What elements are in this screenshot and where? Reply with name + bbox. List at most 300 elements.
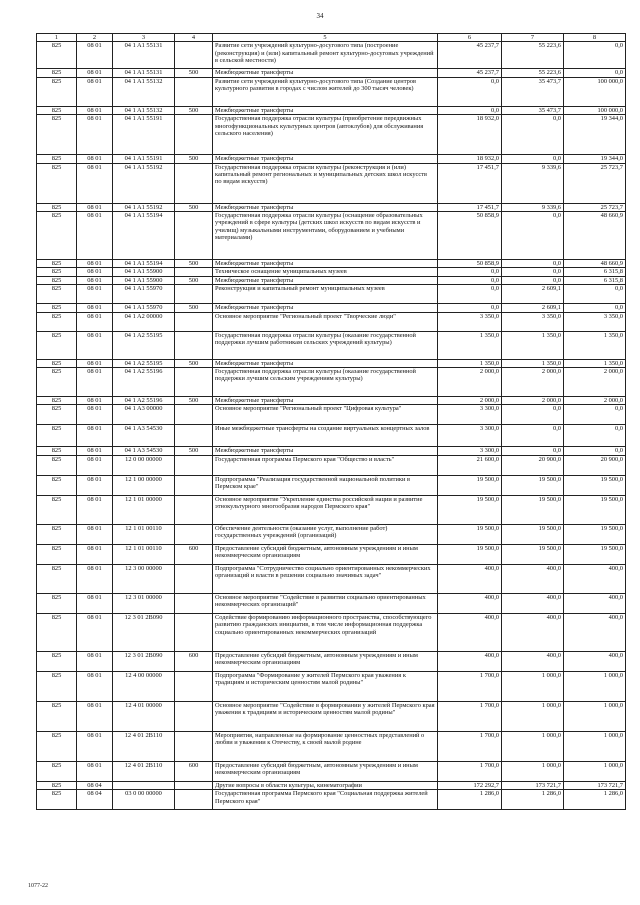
amount-2022-cell: 3 300,0 [438,447,502,455]
amount-2024-cell: 1 000,0 [564,671,626,701]
section-code-cell: 08 01 [77,405,113,425]
expense-type-cell: 500 [175,106,213,114]
amount-2023-cell: 0,0 [502,155,564,163]
ministry-code-cell: 825 [37,495,77,524]
page-number: 34 [316,12,324,20]
section-code-cell: 08 04 [77,781,113,789]
section-code-cell: 08 01 [77,285,113,304]
amount-2024-cell: 25 723,7 [564,163,626,203]
description-cell: Межбюджетные трансферты [213,276,438,284]
description-cell: Государственная программа Пермского края "Общество и власть" [213,455,438,475]
section-code-cell: 08 01 [77,475,113,495]
amount-2022-cell: 17 451,7 [438,203,502,211]
section-code-cell: 08 01 [77,268,113,276]
amount-2023-cell: 35 473,7 [502,77,564,106]
section-code-cell: 08 01 [77,701,113,731]
ministry-code-cell: 825 [37,731,77,761]
ministry-code-cell: 825 [37,106,77,114]
amount-2022-cell: 400,0 [438,593,502,613]
table-row [37,671,626,701]
amount-2024-cell: 6 315,8 [564,276,626,284]
target-article-cell: 04 1 A2 55196 [113,368,175,397]
amount-2023-cell: 19 500,0 [502,524,564,544]
expense-type-cell: 500 [175,447,213,455]
amount-2023-cell: 0,0 [502,276,564,284]
section-code-cell: 08 01 [77,155,113,163]
amount-2022-cell: 3 300,0 [438,425,502,447]
amount-2022-cell: 0,0 [438,106,502,114]
section-code-cell: 08 01 [77,260,113,268]
amount-2022-cell: 0,0 [438,276,502,284]
ministry-code-cell: 825 [37,260,77,268]
table-row [37,203,626,211]
expense-type-cell: 500 [175,397,213,405]
ministry-code-cell: 825 [37,368,77,397]
expense-type-cell [175,425,213,447]
section-code-cell: 08 01 [77,495,113,524]
expense-type-cell [175,781,213,789]
header-cell: 1 [37,34,77,42]
ministry-code-cell: 825 [37,761,77,781]
amount-2023-cell: 3 350,0 [502,312,564,331]
amount-2022-cell: 0,0 [438,304,502,312]
ministry-code-cell: 825 [37,203,77,211]
ministry-code-cell: 825 [37,475,77,495]
description-cell: Межбюджетные трансферты [213,69,438,77]
ministry-code-cell: 825 [37,312,77,331]
amount-2022-cell: 1 286,0 [438,790,502,810]
target-article-cell: 12 4 00 00000 [113,671,175,701]
ministry-code-cell: 825 [37,276,77,284]
description-cell: Развитие сети учреждений культурно-досугового типа (построение (реконструкция) и (или) капитальный ремонт культурно-досуговых учреждений в сельской местности) [213,42,438,69]
description-cell: Обеспечение деятельности (оказание услуг, выполнение работ) государственных учреждений (организаций) [213,524,438,544]
table-row [37,405,626,425]
amount-2022-cell: 18 932,0 [438,155,502,163]
section-code-cell: 08 04 [77,790,113,810]
expense-type-cell: 500 [175,69,213,77]
amount-2023-cell: 1 350,0 [502,359,564,367]
amount-2023-cell: 400,0 [502,593,564,613]
amount-2023-cell: 19 500,0 [502,475,564,495]
amount-2022-cell: 2 000,0 [438,368,502,397]
description-cell: Реконструкция и капитальный ремонт муниципальных музеев [213,285,438,304]
section-code-cell: 08 01 [77,731,113,761]
target-article-cell: 04 1 A1 55132 [113,106,175,114]
expense-type-cell [175,455,213,475]
description-cell: Основное мероприятие "Укрепление единства российской нации и развитие этнокультурного многообразия народов Пермского края" [213,495,438,524]
ministry-code-cell: 825 [37,651,77,671]
amount-2022-cell: 3 300,0 [438,405,502,425]
amount-2024-cell: 19 344,0 [564,155,626,163]
section-code-cell: 08 01 [77,331,113,359]
expense-type-cell [175,564,213,593]
amount-2023-cell: 0,0 [502,447,564,455]
section-code-cell: 08 01 [77,524,113,544]
amount-2023-cell: 9 339,6 [502,203,564,211]
expense-type-cell [175,212,213,260]
section-code-cell: 08 01 [77,544,113,564]
description-cell: Подпрограмма "Сотрудничество социально ориентированных некоммерческих организаций и власти в решении социально значимых задач" [213,564,438,593]
section-code-cell: 08 01 [77,276,113,284]
table-row [37,260,626,268]
amount-2024-cell: 3 350,0 [564,312,626,331]
amount-2023-cell: 2 609,1 [502,285,564,304]
amount-2024-cell: 0,0 [564,405,626,425]
target-article-cell: 04 1 A1 55900 [113,268,175,276]
amount-2024-cell: 20 900,0 [564,455,626,475]
table-row [37,731,626,761]
target-article-cell: 04 1 A1 55131 [113,69,175,77]
amount-2022-cell: 400,0 [438,564,502,593]
amount-2024-cell: 19 500,0 [564,524,626,544]
expense-type-cell [175,790,213,810]
amount-2023-cell: 400,0 [502,613,564,651]
amount-2024-cell: 400,0 [564,613,626,651]
description-cell: Подпрограмма "Формирование у жителей Пермского края уважения к традициям и историческим ценностям малой родины" [213,671,438,701]
expense-type-cell: 500 [175,260,213,268]
section-code-cell: 08 01 [77,447,113,455]
description-cell: Межбюджетные трансферты [213,304,438,312]
document-code: 1077-22 [28,883,48,889]
amount-2024-cell: 1 350,0 [564,331,626,359]
target-article-cell: 04 1 A1 55192 [113,163,175,203]
amount-2024-cell: 2 000,0 [564,368,626,397]
expense-type-cell: 600 [175,651,213,671]
target-article-cell: 04 1 A1 55970 [113,285,175,304]
description-cell: Подпрограмма "Реализация государственной национальной политики в Пермском крае" [213,475,438,495]
ministry-code-cell: 825 [37,69,77,77]
target-article-cell: 12 0 00 00000 [113,455,175,475]
header-cell: 8 [564,34,626,42]
expense-type-cell [175,77,213,106]
target-article-cell: 03 0 00 00000 [113,790,175,810]
description-cell: Содействие формированию информационного пространства, способствующего развитию гражданских инициатив, в том числе информационная поддержка социально ориентированных некоммерческих организаций [213,613,438,651]
amount-2024-cell: 6 315,8 [564,268,626,276]
ministry-code-cell: 825 [37,115,77,155]
amount-2022-cell: 45 237,7 [438,69,502,77]
table-row [37,285,626,304]
section-code-cell: 08 01 [77,77,113,106]
table-row [37,781,626,789]
section-code-cell: 08 01 [77,397,113,405]
table-row [37,495,626,524]
amount-2023-cell: 1 000,0 [502,731,564,761]
amount-2024-cell: 0,0 [564,69,626,77]
amount-2023-cell: 0,0 [502,212,564,260]
target-article-cell: 12 1 01 00110 [113,544,175,564]
section-code-cell: 08 01 [77,671,113,701]
section-code-cell: 08 01 [77,212,113,260]
ministry-code-cell: 825 [37,163,77,203]
amount-2023-cell: 400,0 [502,564,564,593]
expense-type-cell [175,405,213,425]
amount-2024-cell: 400,0 [564,593,626,613]
section-code-cell: 08 01 [77,106,113,114]
amount-2023-cell: 55 223,6 [502,42,564,69]
amount-2022-cell: 19 500,0 [438,524,502,544]
expense-type-cell: 600 [175,544,213,564]
section-code-cell: 08 01 [77,69,113,77]
section-code-cell: 08 01 [77,163,113,203]
description-cell: Основное мероприятие "Содействие в развитии социально ориентированных некоммерческих организаций" [213,593,438,613]
amount-2023-cell: 9 339,6 [502,163,564,203]
table-row [37,524,626,544]
amount-2024-cell: 0,0 [564,447,626,455]
expense-type-cell [175,495,213,524]
budget-table [36,33,626,810]
amount-2023-cell: 55 223,6 [502,69,564,77]
target-article-cell: 12 1 01 00000 [113,495,175,524]
description-cell: Государственная поддержка отрасли культуры (оказание государственной поддержки лучшим работникам сельских учреждений культуры) [213,331,438,359]
section-code-cell: 08 01 [77,304,113,312]
table-row [37,115,626,155]
amount-2022-cell: 1 350,0 [438,359,502,367]
target-article-cell: 04 1 A3 00000 [113,405,175,425]
target-article-cell: 04 1 A3 54530 [113,447,175,455]
amount-2024-cell: 1 000,0 [564,731,626,761]
amount-2023-cell: 2 000,0 [502,368,564,397]
section-code-cell: 08 01 [77,455,113,475]
expense-type-cell [175,312,213,331]
expense-type-cell [175,613,213,651]
amount-2022-cell: 50 858,9 [438,260,502,268]
amount-2022-cell: 45 237,7 [438,42,502,69]
table-row [37,312,626,331]
ministry-code-cell: 825 [37,455,77,475]
table-row [37,331,626,359]
description-cell: Межбюджетные трансферты [213,155,438,163]
target-article-cell [113,781,175,789]
section-code-cell: 08 01 [77,42,113,69]
amount-2024-cell: 1 350,0 [564,359,626,367]
amount-2022-cell: 1 700,0 [438,731,502,761]
amount-2022-cell: 172 292,7 [438,781,502,789]
header-cell: 3 [113,34,175,42]
expense-type-cell [175,285,213,304]
table-row [37,212,626,260]
amount-2023-cell: 0,0 [502,405,564,425]
header-cell: 2 [77,34,113,42]
table-row [37,475,626,495]
target-article-cell: 12 4 01 2B110 [113,761,175,781]
table-row [37,359,626,367]
ministry-code-cell: 825 [37,155,77,163]
amount-2023-cell: 19 500,0 [502,495,564,524]
amount-2023-cell: 2 000,0 [502,397,564,405]
description-cell: Межбюджетные трансферты [213,260,438,268]
expense-type-cell: 500 [175,155,213,163]
ministry-code-cell: 825 [37,564,77,593]
amount-2023-cell: 0,0 [502,268,564,276]
expense-type-cell [175,671,213,701]
target-article-cell: 04 1 A3 54530 [113,425,175,447]
table-row [37,447,626,455]
expense-type-cell [175,42,213,69]
table-row [37,304,626,312]
ministry-code-cell: 825 [37,447,77,455]
section-code-cell: 08 01 [77,564,113,593]
target-article-cell: 04 1 A2 55196 [113,397,175,405]
amount-2023-cell: 20 900,0 [502,455,564,475]
header-cell: 7 [502,34,564,42]
ministry-code-cell: 825 [37,544,77,564]
target-article-cell: 12 4 01 2B110 [113,731,175,761]
expense-type-cell [175,163,213,203]
ministry-code-cell: 825 [37,790,77,810]
expense-type-cell [175,475,213,495]
target-article-cell: 04 1 A1 55131 [113,42,175,69]
amount-2024-cell: 0,0 [564,285,626,304]
ministry-code-cell: 825 [37,285,77,304]
target-article-cell: 04 1 A2 00000 [113,312,175,331]
description-cell: Предоставление субсидий бюджетным, автономным учреждениям и иным некоммерческим организациям [213,544,438,564]
description-cell: Межбюджетные трансферты [213,203,438,211]
amount-2024-cell: 1 000,0 [564,701,626,731]
section-code-cell: 08 01 [77,761,113,781]
section-code-cell: 08 01 [77,312,113,331]
target-article-cell: 12 3 01 2B090 [113,651,175,671]
table-row [37,701,626,731]
amount-2023-cell: 400,0 [502,651,564,671]
amount-2022-cell: 1 700,0 [438,761,502,781]
amount-2024-cell: 19 500,0 [564,544,626,564]
table-row [37,42,626,69]
description-cell: Техническое оснащение муниципальных музеев [213,268,438,276]
expense-type-cell: 500 [175,304,213,312]
amount-2022-cell: 2 000,0 [438,397,502,405]
amount-2024-cell: 0,0 [564,425,626,447]
amount-2024-cell: 100 000,0 [564,106,626,114]
table-row [37,368,626,397]
amount-2023-cell: 2 609,1 [502,304,564,312]
ministry-code-cell: 825 [37,268,77,276]
amount-2023-cell: 35 473,7 [502,106,564,114]
amount-2022-cell: 19 500,0 [438,475,502,495]
amount-2024-cell: 48 660,9 [564,212,626,260]
description-cell: Развитие сети учреждений культурно-досугового типа (Создание центров культурного развития в городах с числом жителей до 300 тысяч человек) [213,77,438,106]
table-row [37,77,626,106]
target-article-cell: 12 3 01 2B090 [113,613,175,651]
ministry-code-cell: 825 [37,524,77,544]
ministry-code-cell: 825 [37,425,77,447]
amount-2024-cell: 0,0 [564,42,626,69]
expense-type-cell: 500 [175,276,213,284]
target-article-cell: 12 4 01 00000 [113,701,175,731]
description-cell: Основное мероприятие "Региональный проект "Цифровая культура" [213,405,438,425]
target-article-cell: 12 1 00 00000 [113,475,175,495]
ministry-code-cell: 825 [37,331,77,359]
amount-2024-cell: 19 500,0 [564,495,626,524]
amount-2022-cell: 21 600,0 [438,455,502,475]
description-cell: Другие вопросы в области культуры, кинематографии [213,781,438,789]
target-article-cell: 04 1 A1 55194 [113,260,175,268]
amount-2023-cell: 1 350,0 [502,331,564,359]
header-row [37,34,626,42]
section-code-cell: 08 01 [77,115,113,155]
target-article-cell: 04 1 A1 55900 [113,276,175,284]
header-cell: 6 [438,34,502,42]
amount-2022-cell: 3 350,0 [438,312,502,331]
amount-2022-cell: 1 350,0 [438,331,502,359]
ministry-code-cell: 825 [37,397,77,405]
amount-2024-cell: 400,0 [564,651,626,671]
table-row [37,425,626,447]
table-row [37,651,626,671]
target-article-cell: 04 1 A1 55194 [113,212,175,260]
amount-2024-cell: 1 000,0 [564,761,626,781]
description-cell: Государственная программа Пермского края "Социальная поддержка жителей Пермского края" [213,790,438,810]
amount-2022-cell: 0,0 [438,268,502,276]
ministry-code-cell: 825 [37,77,77,106]
table-row [37,276,626,284]
description-cell: Основное мероприятие "Региональный проект "Творческие люди" [213,312,438,331]
ministry-code-cell: 825 [37,613,77,651]
amount-2022-cell: 19 500,0 [438,495,502,524]
description-cell: Межбюджетные трансферты [213,447,438,455]
amount-2024-cell: 19 344,0 [564,115,626,155]
amount-2022-cell: 19 500,0 [438,544,502,564]
table-row [37,564,626,593]
ministry-code-cell: 825 [37,359,77,367]
amount-2024-cell: 100 000,0 [564,77,626,106]
header-cell: 5 [213,34,438,42]
description-cell: Межбюджетные трансферты [213,359,438,367]
target-article-cell: 04 1 A1 55191 [113,115,175,155]
amount-2023-cell: 0,0 [502,260,564,268]
table-row [37,397,626,405]
description-cell: Мероприятия, направленные на формирование ценностных представлений о любви и уважении к Отечеству, к своей малой родине [213,731,438,761]
target-article-cell: 04 1 A1 55191 [113,155,175,163]
expense-type-cell [175,524,213,544]
description-cell: Иные межбюджетные трансферты на создание виртуальных концертных залов [213,425,438,447]
amount-2023-cell: 1 286,0 [502,790,564,810]
target-article-cell: 04 1 A2 55195 [113,359,175,367]
expense-type-cell [175,593,213,613]
description-cell: Государственная поддержка отрасли культуры (реконструкция и (или) капитальный ремонт региональных и муниципальных детских школ искусств по видам искусств) [213,163,438,203]
table-row [37,155,626,163]
expense-type-cell [175,268,213,276]
expense-type-cell [175,115,213,155]
section-code-cell: 08 01 [77,593,113,613]
ministry-code-cell: 825 [37,42,77,69]
description-cell: Межбюджетные трансферты [213,397,438,405]
amount-2022-cell: 1 700,0 [438,701,502,731]
amount-2022-cell: 50 858,9 [438,212,502,260]
amount-2023-cell: 0,0 [502,115,564,155]
table-row [37,613,626,651]
expense-type-cell [175,331,213,359]
ministry-code-cell: 825 [37,304,77,312]
amount-2022-cell: 1 700,0 [438,671,502,701]
description-cell: Государственная поддержка отрасли культуры (приобретение передвижных многофункциональных культурных центров (автоклубов) для обслуживания сельского населения) [213,115,438,155]
expense-type-cell: 500 [175,203,213,211]
amount-2023-cell: 173 721,7 [502,781,564,789]
amount-2022-cell: 18 932,0 [438,115,502,155]
description-cell: Основное мероприятие "Содействие в формировании у жителей Пермского края уважения к традициям и историческим ценностям малой родины" [213,701,438,731]
description-cell: Межбюджетные трансферты [213,106,438,114]
table-row [37,544,626,564]
amount-2022-cell: 400,0 [438,651,502,671]
amount-2023-cell: 1 000,0 [502,701,564,731]
ministry-code-cell: 825 [37,671,77,701]
table-row [37,761,626,781]
amount-2022-cell: 0,0 [438,285,502,304]
table-row [37,790,626,810]
expense-type-cell: 600 [175,761,213,781]
section-code-cell: 08 01 [77,425,113,447]
table-row [37,106,626,114]
amount-2024-cell: 173 721,7 [564,781,626,789]
